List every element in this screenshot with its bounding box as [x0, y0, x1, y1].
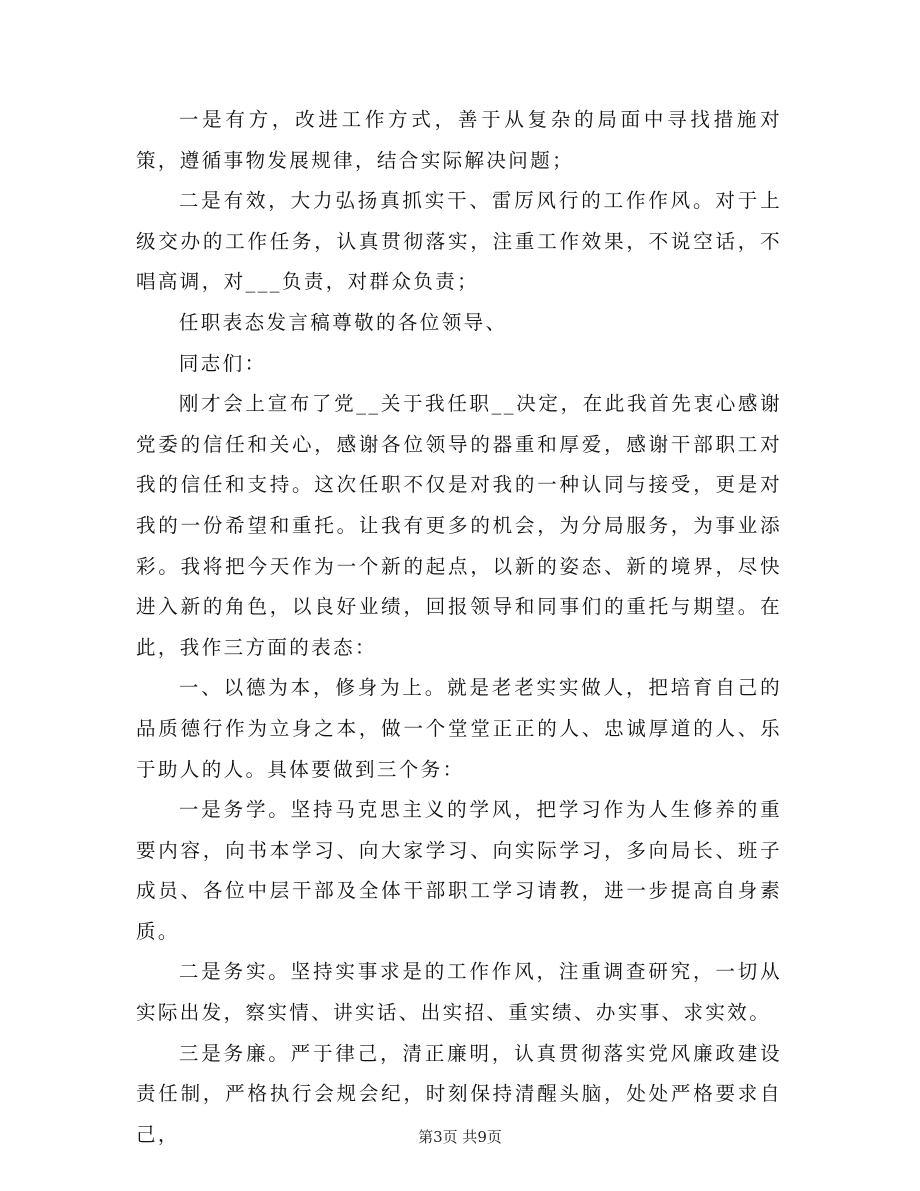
document-body: [136, 100, 782, 1155]
paragraph: 二是务实。坚持实事求是的工作作风，注重调查研究，一切从实际出发，察实情、讲实话、出实招、重实绩、办实事、求实效。: [136, 960, 782, 1025]
paragraph: 同志们：: [178, 351, 267, 375]
paragraph: 一是务学。坚持马克思主义的学风，把学习作为人生修养的重要内容，向书本学习、向大家学习、向实际学习，多向局长、班子成员、各位中层干部及全体干部职工学习请教，进一步提高自身素质。: [136, 798, 782, 943]
paragraph: 三是务廉。严于律己，清正廉明，认真贯彻落实党风廉政建设责任制，严格执行会规会纪，时刻保持清醒头脑，处处严格要求自己，: [136, 1041, 782, 1146]
page-number-footer: 第3页 共9页: [418, 1128, 502, 1146]
paragraph: 一是有方，改进工作方式，善于从复杂的局面中寻找措施对策，遵循事物发展规律，结合实际解决问题；: [136, 108, 782, 172]
paragraph: 一、以德为本，修身为上。就是老老实实做人，把培育自己的品质德行作为立身之本，做一个堂堂正正的人、忠诚厚道的人、乐于助人的人。具体要做到三个务：: [136, 676, 782, 781]
paragraph: 刚才会上宣布了党__关于我任职__决定，在此我首先衷心感谢党委的信任和关心，感谢各位领导的器重和厚爱，感谢干部职工对我的信任和支持。这次任职不仅是对我的一种认同与接受，更是对我的一份希望和重托。让我有更多的机会，为分局服务，为事业添彩。我将把今天作为一个新的起点，以新的姿态、新的境界，尽快进入新的角色，以良好业绩，回报领导和同事们的重托与期望。在此，我作三方面的表态：: [136, 392, 782, 659]
paragraph: 任职表态发言稿尊敬的各位领导、: [178, 310, 508, 334]
paragraph: 二是有效，大力弘扬真抓实干、雷厉风行的工作作风。对于上级交办的工作任务，认真贯彻落实，注重工作效果，不说空话，不唱高调，对___负责，对群众负责；: [136, 189, 782, 294]
